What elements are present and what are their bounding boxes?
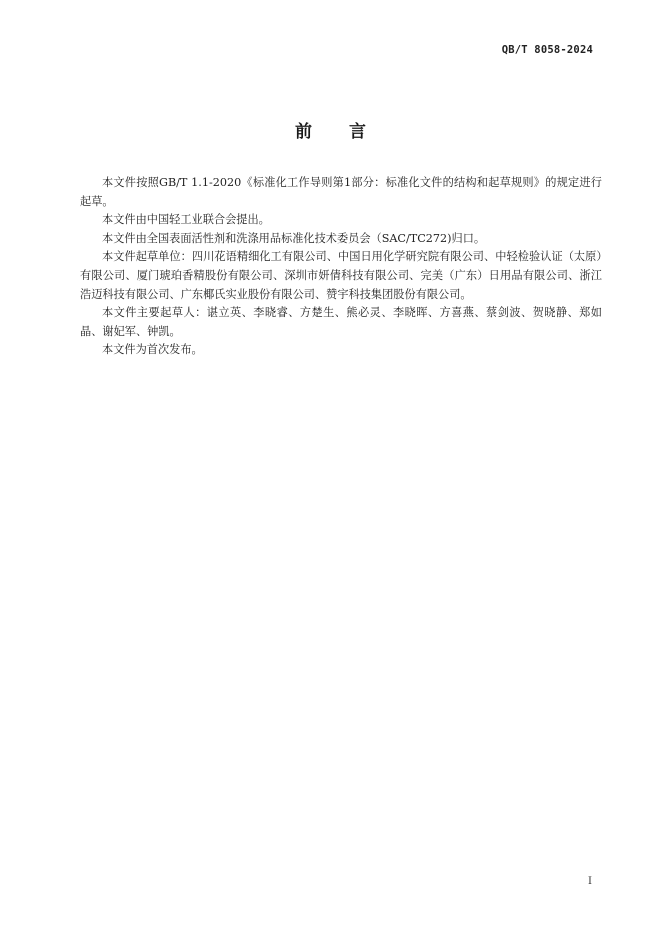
standard-code: QB/T 8058-2024 bbox=[501, 44, 593, 56]
paragraph-first-release: 本文件为首次发布。 bbox=[102, 343, 203, 357]
page-title: 前 言 bbox=[295, 122, 367, 142]
paragraph-committee: 本文件由全国表面活性剂和洗涤用品标准化技术委员会（SAC/TC272)归口。 bbox=[102, 231, 486, 245]
paragraph-drafting-units: 本文件起草单位：四川花语精细化工有限公司、中国日用化学研究院有限公司、中轻检验认证（太原）有限公司、厦门琥珀香精股份有限公司、深圳市妍倩科技有限公司、完美（广东）日用品有限公司、浙江浩迈科技有限公司、广东椰氏实业股份有限公司、赞宇科技集团股份有限公司。 bbox=[80, 250, 602, 301]
paragraph-drafters: 本文件主要起草人：谌立英、李晓睿、方楚生、熊必灵、李晓晖、方喜燕、蔡剑波、贺晓静、郑如晶、谢妃军、钟凯。 bbox=[80, 306, 602, 338]
paragraph-proposer: 本文件由中国轻工业联合会提出。 bbox=[102, 213, 270, 227]
foreword-body bbox=[80, 174, 602, 360]
paragraph-drafting-basis: 本文件按照GB/T 1.1-2020《标准化工作导则第1部分：标准化文件的结构和起草规则》的规定进行起草。 bbox=[80, 176, 602, 208]
page-number: I bbox=[588, 876, 592, 887]
